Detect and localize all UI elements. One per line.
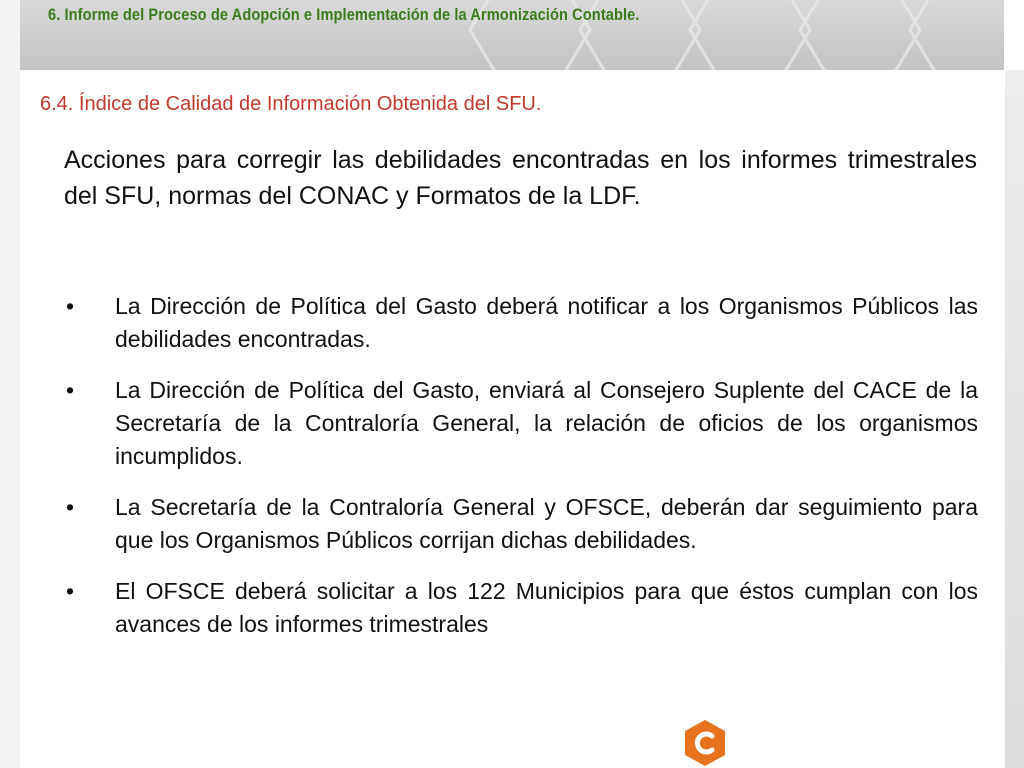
section-title: 6.4. Índice de Calidad de Información Obtenida del SFU. [40,93,542,115]
list-item [60,575,978,641]
list-item-text: La Dirección de Política del Gasto deberá notificar a los Organismos Públicos las debilidades encontradas. [115,293,978,352]
list-item [60,374,978,473]
bullet-marker: • [65,377,75,403]
header-title: 6. Informe del Proceso de Adopción e Implementación de la Armonización Contable. [48,5,640,24]
list-item-text: El OFSCE deberá solicitar a los 122 Municipios para que éstos cumplan con los avances de los informes trimestrales [115,578,978,637]
left-margin-strip [0,0,20,768]
list-item [60,491,978,557]
header-band [20,0,1004,70]
bullet-marker: • [65,293,75,319]
list-item [60,290,978,356]
list-item-text: La Secretaría de la Contraloría General y OFSCE, deberán dar seguimiento para que los Organismos Públicos corrijan dichas debilidades. [115,494,978,553]
intro-paragraph: Acciones para corregir las debilidades encontradas en los informes trimestrales del SFU, normas del CONAC y Formatos de la LDF. [64,146,977,210]
right-margin-strip [1005,70,1024,768]
bullet-list [60,290,978,659]
bullet-marker: • [65,578,75,604]
orange-c-logo-icon [683,718,727,768]
bullet-marker: • [65,494,75,520]
list-item-text: La Dirección de Política del Gasto, enviará al Consejero Suplente del CACE de la Secretaría de la Contraloría General, la relación de oficios de los organismos incumplidos. [115,377,978,469]
